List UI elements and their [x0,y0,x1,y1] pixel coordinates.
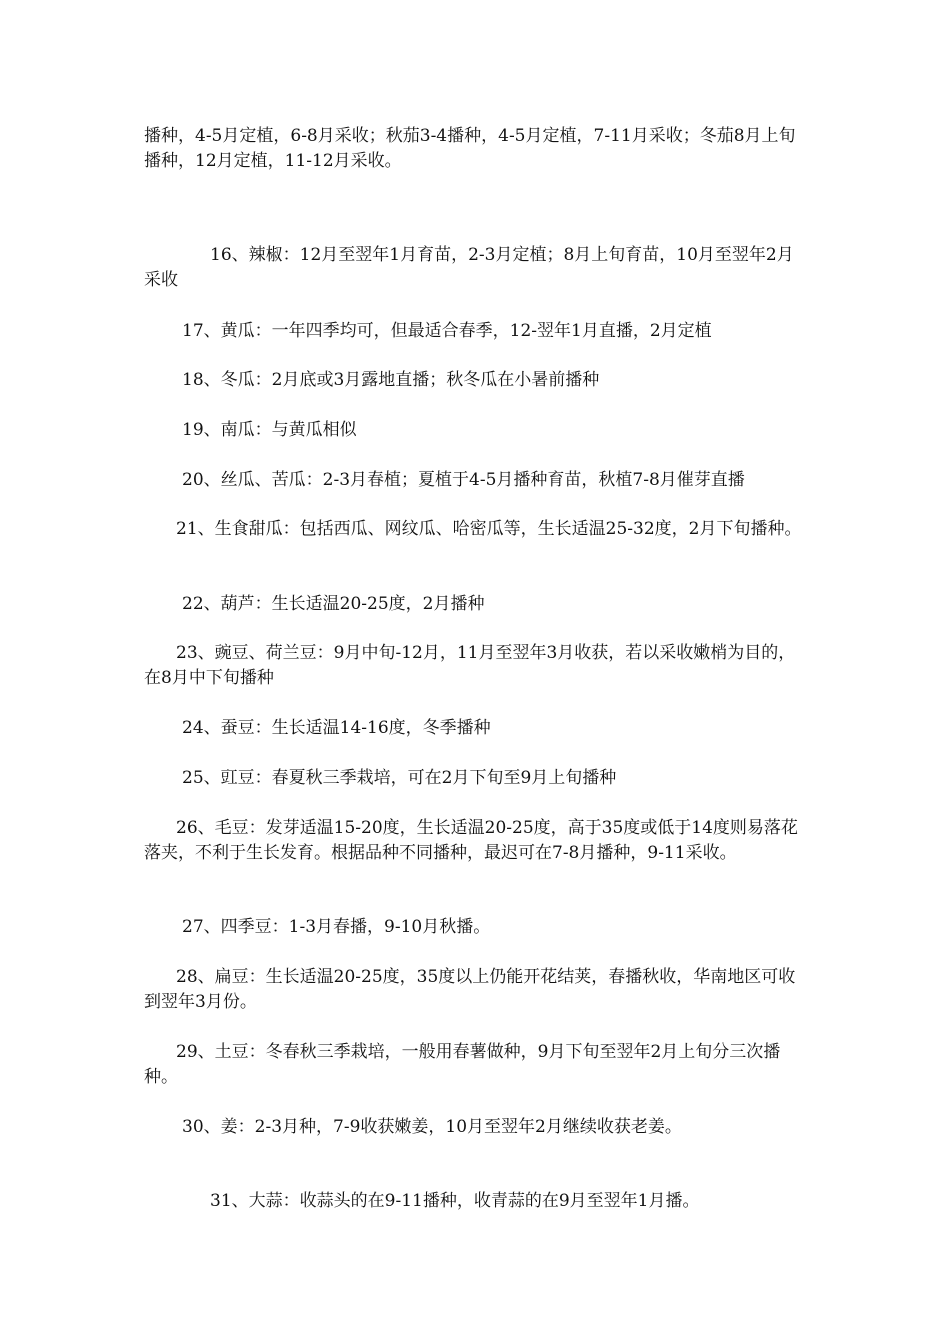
paragraph-item-19: 19、南瓜：与黄瓜相似 [182,420,357,440]
paragraph-item-17: 17、黄瓜：一年四季均可，但最适合春季，12-翌年1月直播，2月定植 [182,321,712,341]
paragraph-item-20: 20、丝瓜、苦瓜：2-3月春植；夏植于4-5月播种育苗，秋植7-8月催芽直播 [182,470,745,490]
paragraph-item-25: 25、豇豆：春夏秋三季栽培，可在2月下旬至9月上旬播种 [182,768,617,788]
paragraph-item-29: 29、土豆：冬春秋三季栽培，一般用春薯做种，9月下旬至翌年2月上旬分三次播种。 [144,1042,781,1087]
paragraph-item-31: 31、大蒜：收蒜头的在9-11播种，收青蒜的在9月至翌年1月播。 [210,1191,700,1211]
paragraph-item-16: 16、辣椒：12月至翌年1月育苗，2-3月定植；8月上旬育苗，10月至翌年2月采收 [144,245,794,290]
paragraph-item-24: 24、蚕豆：生长适温14-16度，冬季播种 [182,718,491,738]
paragraph-item-28: 28、扁豆：生长适温20-25度，35度以上仍能开花结荚，春播秋收，华南地区可收到翌年3月份。 [144,967,796,1012]
paragraph-item-30: 30、姜：2-3月种，7-9收获嫩姜，10月至翌年2月继续收获老姜。 [182,1117,682,1137]
paragraph-item-22: 22、葫芦：生长适温20-25度，2月播种 [182,594,485,614]
paragraph-item-23: 23、豌豆、荷兰豆：9月中旬-12月，11月至翌年3月收获，若以采收嫩梢为目的，在8月中下旬播种 [144,643,796,688]
paragraph-eggplant-continuation: 播种，4-5月定植，6-8月采收；秋茄3-4播种，4-5月定植，7-11月采收；冬茄8月上旬播种，12月定植，11-12月采收。 [144,126,796,171]
paragraph-item-18: 18、冬瓜：2月底或3月露地直播；秋冬瓜在小暑前播种 [182,370,600,390]
paragraph-item-21: 21、生食甜瓜：包括西瓜、网纹瓜、哈密瓜等，生长适温25-32度，2月下旬播种。 [176,519,802,539]
paragraph-item-27: 27、四季豆：1-3月春播，9-10月秋播。 [182,917,491,937]
paragraph-item-26: 26、毛豆：发芽适温15-20度，生长适温20-25度，高于35度或低于14度则易落花落夹，不利于生长发育。根据品种不同播种，最迟可在7-8月播种，9-11采收。 [144,818,798,863]
